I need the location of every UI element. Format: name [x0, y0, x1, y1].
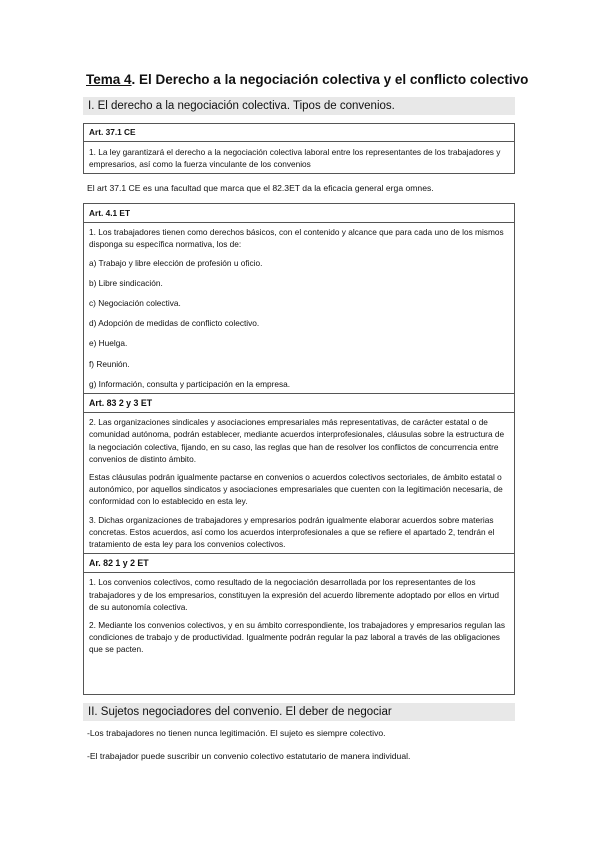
paragraph-erga-omnes: El art 37.1 CE es una facultad que marca que el 82.3ET da la eficacia general erga omnes.: [87, 183, 434, 193]
paragraph-convenio-individual: -El trabajador puede suscribir un convenio colectivo estatutario de manera individual.: [87, 751, 411, 761]
article-4-1-intro: 1. Los trabajadores tienen como derechos básicos, con el contenido y alcance que para cada uno de los mismos disponga su específica normativa, los de:: [89, 227, 504, 250]
article-83-body: [84, 412, 514, 553]
document-title: [86, 72, 528, 87]
list-item: g) Información, consulta y participación en la empresa.: [89, 378, 291, 389]
section-heading-2: II. Sujetos negociadores del convenio. El deber de negociar: [83, 703, 515, 721]
article-82-body: [84, 572, 514, 658]
article-text: 1. La ley garantizará el derecho a la negociación colectiva laboral entre los representantes de los trabajadores y empresarios, así como la fuerza vinculante de los convenios: [84, 141, 514, 173]
article-heading: Art. 37.1 CE: [89, 127, 136, 137]
list-item: f) Reunión.: [89, 358, 130, 369]
article-heading-82: Ar. 82 1 y 2 ET: [84, 553, 514, 572]
article-box-37-1-ce: [83, 123, 515, 174]
article-82-paragraph-1: 1. Los convenios colectivos, como resultado de la negociación desarrollada por los representantes de los trabajadores y de los empresarios, constituyen la expresión del acuerdo libremente adoptado por ellos en virtud de su autonomía colectiva.: [89, 577, 500, 612]
list-item: e) Huelga.: [89, 338, 128, 349]
article-82-paragraph-2: 2. Mediante los convenios colectivos, y en su ámbito correspondiente, los trabajadores y empresarios regulan las condiciones de trabajo y de productividad. Igualmente podrán regular la paz laboral a través de las obligaciones que se pacten.: [89, 620, 505, 655]
article-4-1-body: [84, 222, 514, 393]
article-83-paragraph-2: 2. Las organizaciones sindicales y asociaciones empresariales más representativas, de carácter estatal o de comunidad autónoma, podrán establecer, mediante acuerdos interprofesionales, cláusulas sobre la estructura de la negociación colectiva, fijando, en su caso, las reglas que han de resolver los conflictos de concurrencia entre convenios de distinto ámbito.: [89, 417, 505, 464]
title-topic: Tema 4: [86, 72, 132, 87]
article-box-et: [83, 203, 515, 695]
article-heading-83: Art. 83 2 y 3 ET: [84, 393, 514, 412]
list-item: a) Trabajo y libre elección de profesión u oficio.: [89, 257, 263, 268]
article-heading-4-1: Art. 4.1 ET: [89, 208, 131, 218]
article-83-paragraph-3: 3. Dichas organizaciones de trabajadores y empresarios podrán igualmente elaborar acuerdos sobre materias concretas. Estos acuerdos, así como los acuerdos interprofesionales a que se refiere el apartado 2, tendrán el tratamiento de esta ley para los convenios colectivos.: [89, 514, 495, 550]
list-item: c) Negociación colectiva.: [89, 298, 181, 309]
article-83-paragraph-2b: Estas cláusulas podrán igualmente pactarse en convenios o acuerdos colectivos sectoriales, de ámbito estatal o autonómico, por aquellos sindicatos y asociaciones empresariales que cuenten con la legitimación necesaria, de conformidad con lo establecido en esta ley.: [89, 472, 503, 507]
list-item: b) Libre sindicación.: [89, 277, 163, 288]
section-heading-1: I. El derecho a la negociación colectiva. Tipos de convenios.: [83, 97, 515, 115]
paragraph-legitimacion: -Los trabajadores no tienen nunca legitimación. El sujeto es siempre colectivo.: [87, 728, 386, 738]
list-item: d) Adopción de medidas de conflicto colectivo.: [89, 318, 260, 329]
title-text: . El Derecho a la negociación colectiva y el conflicto colectivo: [131, 72, 529, 87]
